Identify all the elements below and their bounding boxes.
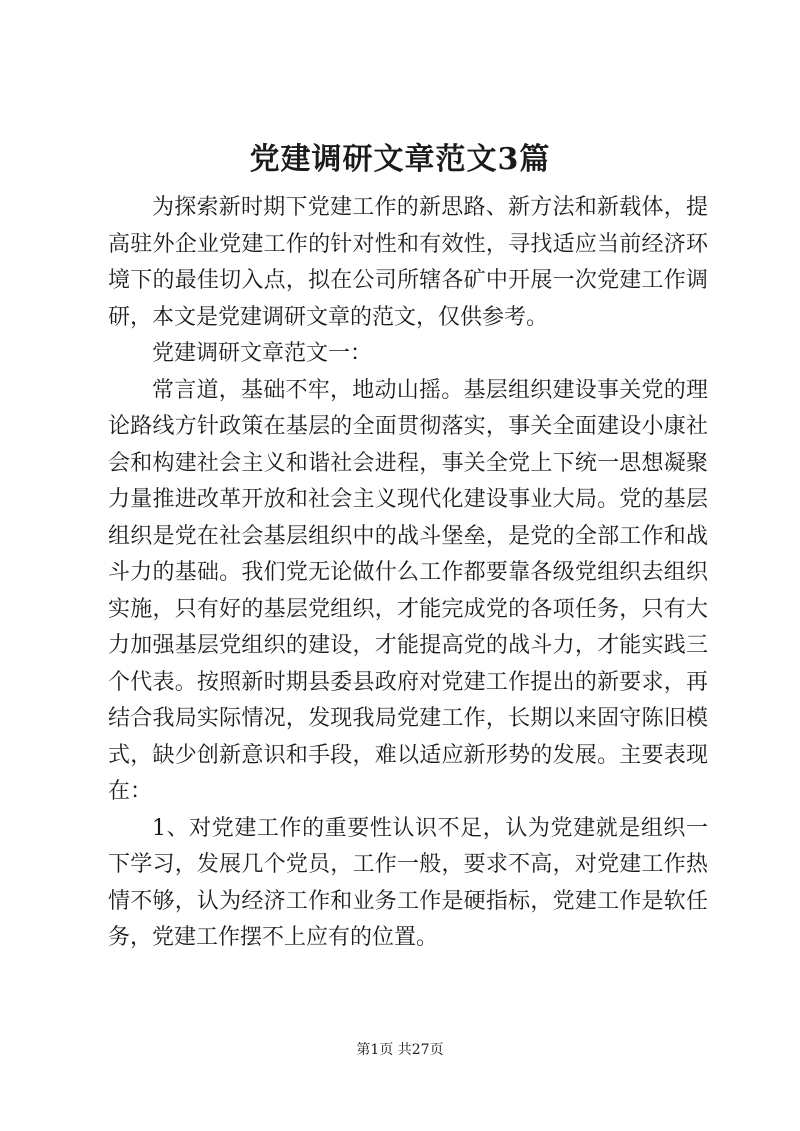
body-paragraph: 常言道，基础不牢，地动山摇。基层组织建设事关党的理论路线方针政策在基层的全面贯彻落实，事关全面建设小康社会和构建社会主义和谐社会进程，事关全党上下统一思想凝聚力量推进改革开放和社会主义现代化建设事业大局。党的基层组织是党在社会基层组织中的战斗堡垒，是党的全部工作和战斗力的基础。我们党无论做什么工作都要靠各级党组织去组织实施，只有好的基层党组织，才能完成党的各项任务，只有大力加强基层党组织的建设，才能提高党的战斗力，才能实践三个代表。按照新时期县委县政府对党建工作提出的新要求，再结合我局实际情况，发现我局党建工作，长期以来固守陈旧模式，缺少创新意识和手段，难以适应新形势的发展。主要表现在： [108, 377, 708, 804]
document-body [108, 190, 708, 957]
document-title: 党建调研文章范文3篇 [249, 142, 551, 177]
page-footer: 第1页 共27页 [356, 1042, 444, 1058]
numbered-paragraph: 1、对党建工作的重要性认识不足，认为党建就是组织一下学习，发展几个党员，工作一般，要求不高，对党建工作热情不够，认为经济工作和业务工作是硬指标，党建工作是软任务，党建工作摆不上应有的位置。 [108, 815, 708, 950]
section-heading: 党建调研文章范文一： [152, 341, 373, 366]
intro-paragraph: 为探索新时期下党建工作的新思路、新方法和新载体，提高驻外企业党建工作的针对性和有效性，寻找适应当前经济环境下的最佳切入点，拟在公司所辖各矿中开展一次党建工作调研，本文是党建调研文章的范文，仅供参考。 [108, 195, 708, 330]
